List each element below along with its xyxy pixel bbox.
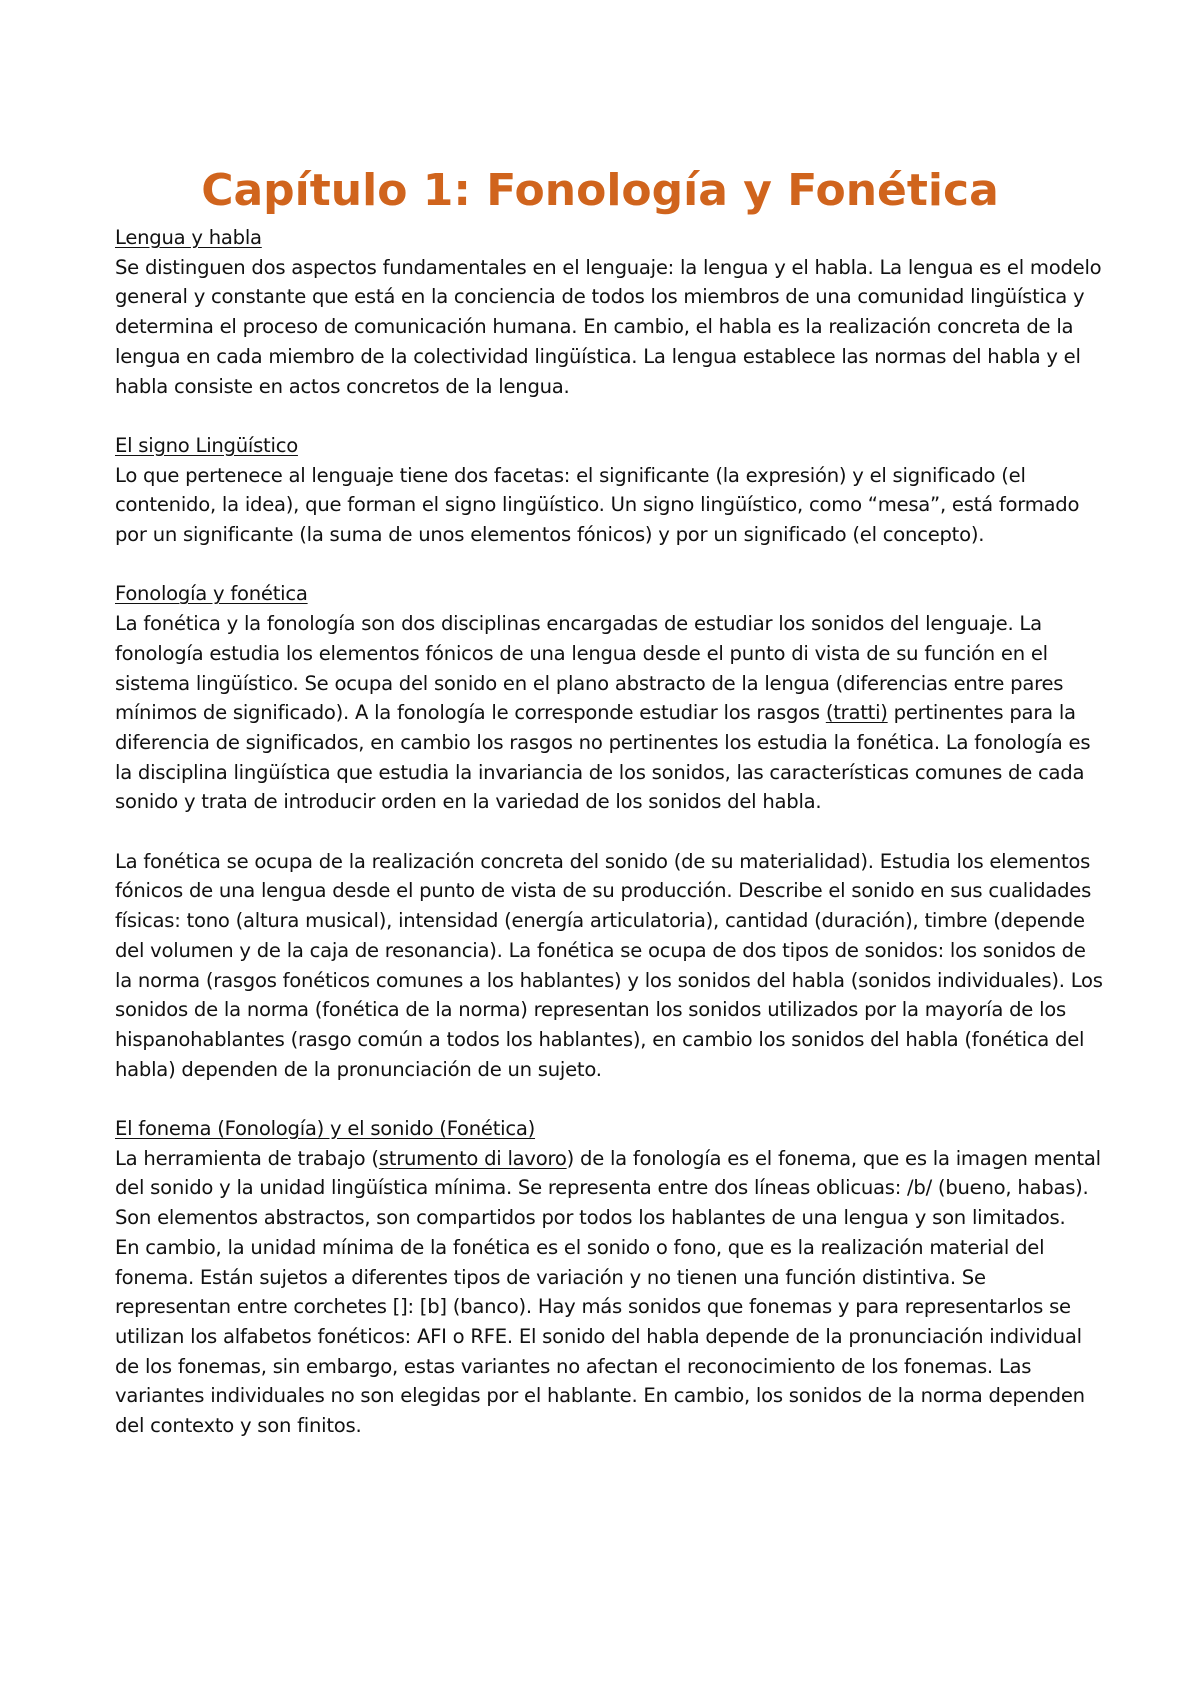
paragraph: Lo que pertenece al lenguaje tiene dos facetas: el significante (la expresión) y el significado (el contenido, la idea), que forman el signo lingüístico. Un signo lingüístico, como “mesa”, está formado por un significante (la suma de unos elementos fónicos) y por un significado (el concepto). (115, 463, 1080, 547)
underlined-term: strumento di lavoro (378, 1146, 567, 1170)
paragraph-text: La fonética y la fonología son dos disciplinas encargadas de estudiar los sonidos del lenguaje. La fonología estudia los elementos fónicos de una lengua desde el punto di vista de su función en el sistema lingüístico. Se ocupa del sonido en el plano abstracto de la lengua (diferencias entre pares mínimos de significado). A la fonología le corresponde estudiar los rasgos (115, 612, 1064, 725)
paragraph-text: ) de la fonología es el fonema, que es la imagen mental del sonido y la unidad lingüística mínima. Se representa entre dos líneas oblicuas: /b/ (bueno, habas). Son elementos abstractos, son compartidos por todos los hablantes de una lengua y son limitados. (115, 1146, 1101, 1230)
section-fonologia-y-fonetica (115, 579, 1105, 817)
paragraph (115, 609, 1105, 817)
paragraph-text: La herramienta de trabajo ( (115, 1146, 379, 1170)
section-lengua-y-habla (115, 223, 1105, 401)
section-heading: El fonema (Fonología) y el sonido (Fonética) (115, 1117, 536, 1141)
section-signo-linguistico (115, 431, 1105, 550)
section-fonema-y-sonido (115, 1114, 1105, 1441)
page-title: Capítulo 1: Fonología y Fonética (201, 165, 999, 216)
underlined-term: (tratti) (825, 701, 888, 725)
paragraph: En cambio, la unidad mínima de la fonética es el sonido o fono, que es la realización material del fonema. Están sujetos a diferentes tipos de variación y no tienen una función distintiva. Se representan entre corchetes []: [b] (banco). Hay más sonidos que fonemas y para representarlos se utilizan los alfabetos fonéticos: AFI o RFE. El sonido del habla depende de la pronunciación individual de los fonemas, sin embargo, estas variantes no afectan el reconocimiento de los fonemas. Las variantes individuales no son elegidas por el hablante. En cambio, los sonidos de la norma dependen del contexto y son finitos. (115, 1235, 1085, 1438)
paragraph: Se distinguen dos aspectos fundamentales en el lenguaje: la lengua y el habla. La lengua es el modelo general y constante que está en la conciencia de todos los miembros de una comunidad lingüística y determina el proceso de comunicación humana. En cambio, el habla es la realización concreta de la lengua en cada miembro de la colectividad lingüística. La lengua establece las normas del habla y el habla consiste en actos concretos de la lengua. (115, 255, 1102, 398)
paragraph: La fonética se ocupa de la realización concreta del sonido (de su materialidad). Estudia los elementos fónicos de una lengua desde el punto de vista de su producción. Describe el sonido en sus cualidades físicas: tono (altura musical), intensidad (energía articulatoria), cantidad (duración), timbre (depende del volumen y de la caja de resonancia). La fonética se ocupa de dos tipos de sonidos: los sonidos de la norma (rasgos fonéticos comunes a los hablantes) y los sonidos del habla (sonidos individuales). Los sonidos de la norma (fonética de la norma) representan los sonidos utilizados por la mayoría de los hispanohablantes (rasgo común a todos los hablantes), en cambio los sonidos del habla (fonética del habla) dependen de la pronunciación de un sujeto. (115, 849, 1103, 1081)
section-heading: El signo Lingüístico (115, 433, 298, 457)
section-fonetica (115, 847, 1105, 1085)
section-heading: Lengua y habla (115, 226, 262, 249)
document-body (115, 223, 1105, 1441)
section-heading: Fonología y fonética (115, 582, 308, 606)
paragraph-text: pertinentes para la diferencia de significados, en cambio los rasgos no pertinentes los estudia la fonética. La fonología es la disciplina lingüística que estudia la invariancia de los sonidos, las características comunes de cada sonido y trata de introducir orden en la variedad de los sonidos del habla. (115, 701, 1091, 814)
paragraph (115, 1144, 1105, 1233)
